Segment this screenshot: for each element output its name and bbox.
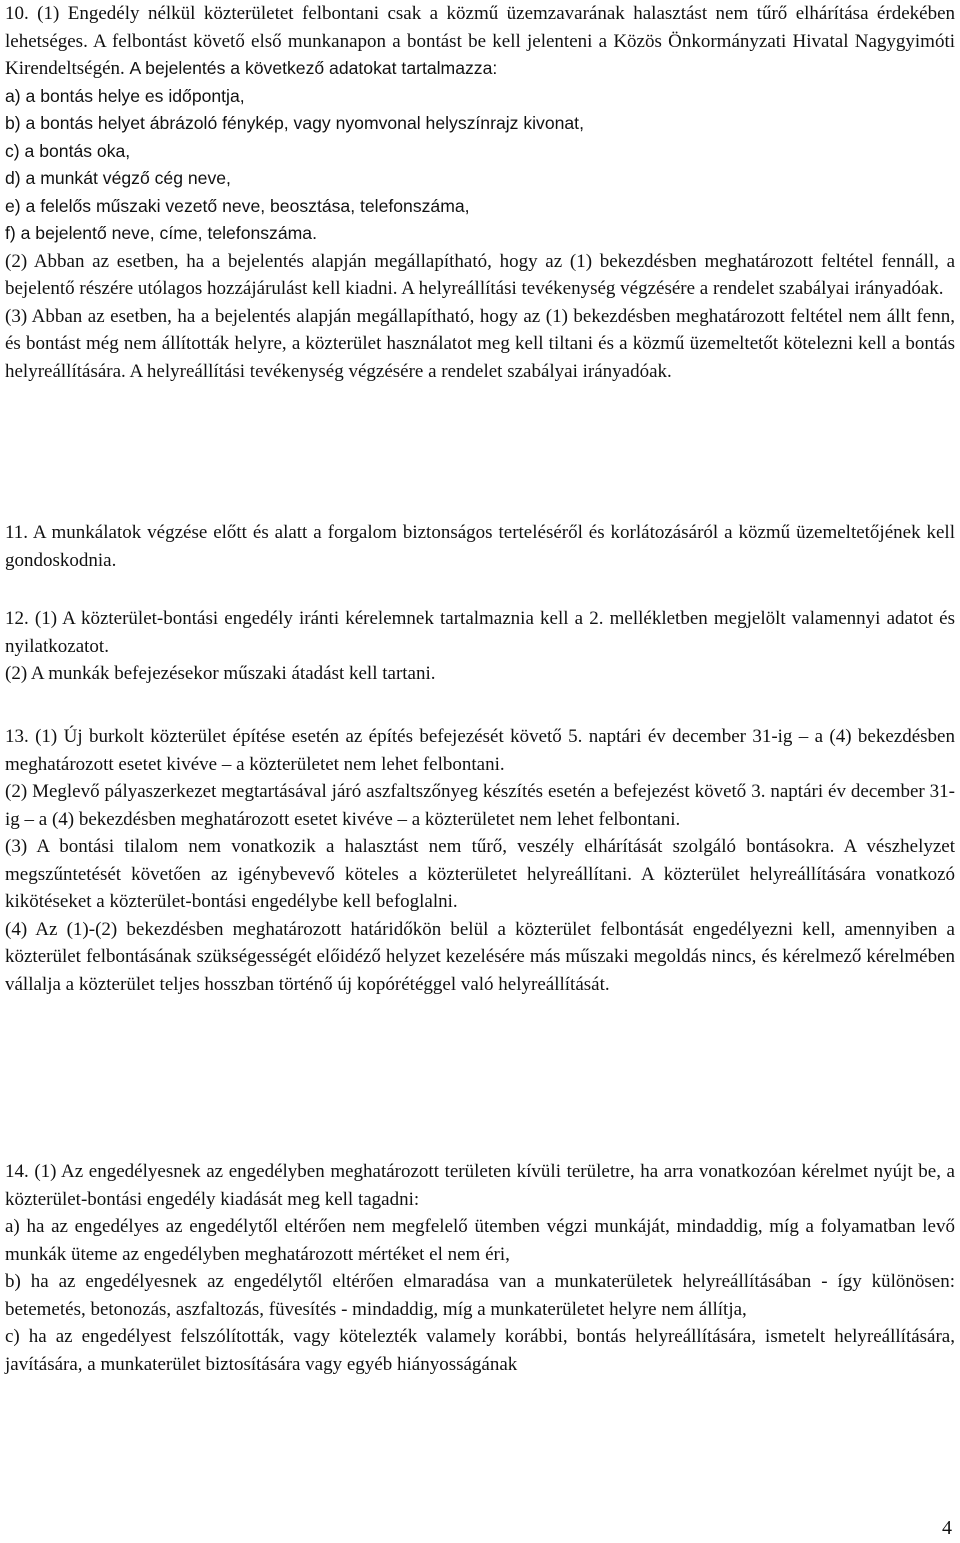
section-10-item-f: f) a bejelentő neve, címe, telefonszáma.	[5, 223, 317, 243]
section-10-item-d: d) a munkát végző cég neve,	[5, 168, 231, 188]
section-13-paragraph-1: 13. (1) Új burkolt közterület építése esetén az építés befejezését követő 5. naptári év december 31-ig – a (4) bekezdésben meghatározott esetet kivéve – a közterületet nem lehet felbontani.	[5, 726, 955, 775]
section-10-item-b: b) a bontás helyet ábrázoló fénykép, vagy nyomvonal helyszínrajz kivonat,	[5, 113, 584, 133]
section-14-item-b: b) ha az engedélyesnek az engedélytől eltérően elmaradása van a munkaterületek helyreállításában - így különösen: betemetés, betonozás, aszfaltozás, füvesítés - mindaddig, míg a munkaterületet helyre nem állítja,	[5, 1271, 955, 1320]
section-12	[5, 605, 955, 688]
section-11-paragraph-1: 11. A munkálatok végzése előtt és alatt a forgalom biztonságos terteléséről és korlátozásáról a közmű üzemeltetőjének kell gondoskodnia.	[5, 522, 955, 571]
section-10-intro-tail: A bejelentés a következő adatokat tartalmazza:	[129, 58, 498, 78]
section-10-item-c: c) a bontás oka,	[5, 140, 131, 161]
section-14-item-c: c) ha az engedélyest felszólították, vagy kötelezték valamely korábbi, bontás helyreállítására, ismetelt helyreállítására, javítására, a munkaterület biztosítására vagy egyéb hiányosságának	[5, 1326, 955, 1375]
section-10-intro-text: 10. (1) Engedély nélkül közterületet felbontani csak a közmű üzemzavarának halasztást nem tűrő elhárítása érdekében lehetséges. A felbontást követő első munkanapon a bontást be kell jelenteni a Közös Önkormányzati Hivatal Nagygyimóti Kirendeltségén.	[5, 3, 955, 79]
section-12-paragraph-1: 12. (1) A közterület-bontási engedély iránti kérelemnek tartalmaznia kell a 2. mellékletben megjelölt valamennyi adatot és nyilatkozatot.	[5, 608, 955, 657]
section-14	[5, 1158, 955, 1378]
section-13-paragraph-2: (2) Meglevő pályaszerkezet megtartásával járó aszfaltszőnyeg készítés esetén a befejezést követő 3. naptári év december 31-ig – a (4) bekezdésben meghatározott esetet kivéve – a közterületet nem lehet felbontani.	[5, 781, 955, 830]
section-13-paragraph-3: (3) A bontási tilalom nem vonatkozik a halasztást nem tűrő, veszély elhárítását szolgáló bontásokra. A vészhelyzet megszűntetését követően az igénybevevő köteles a közterületet helyreállítani. A közterület helyreállítására vonatkozó kikötéseket a közterület-bontási engedélybe kell befoglalni.	[5, 836, 955, 912]
section-10-item-a: a) a bontás helye es időpontja,	[5, 85, 245, 106]
section-14-paragraph-1: 14. (1) Az engedélyesnek az engedélyben meghatározott területen kívüli területre, ha arra vonatkozóan kérelmet nyújt be, a közterület-bontási engedély kiadását meg kell tagadni:	[5, 1161, 955, 1210]
section-10-paragraph-3: (3) Abban az esetben, ha a bejelentés alapján megállapítható, hogy az (1) bekezdésben meghatározott feltétel nem állt fenn, és bontást még nem állították helyre, a közterület használatot meg kell tiltani és a közmű üzemeltetőt kötelezni kell a bontás helyreállítására. A helyreállítási tevékenység végzésére a rendelet szabályai irányadóak.	[5, 305, 955, 382]
section-13	[5, 723, 955, 998]
page-number: 4	[942, 1517, 952, 1539]
section-10-paragraph-1	[5, 0, 955, 83]
section-11	[5, 519, 955, 574]
section-10	[5, 0, 955, 385]
section-13-paragraph-4: (4) Az (1)-(2) bekezdésben meghatározott határidőkön belül a közterület felbontását engedélyezni kell, amennyiben a közterület felbontásának szükségességét előidéző helyzet kezelésére más műszaki megoldás nincs, és kérelmező kérelmében vállalja a közterület teljes hosszban történő új kopórétéggel való helyreállítását.	[5, 918, 955, 995]
section-10-paragraph-2: (2) Abban az esetben, ha a bejelentés alapján megállapítható, hogy az (1) bekezdésben meghatározott feltétel fennáll, a bejelentő részére utólagos hozzájárulást kell kiadni. A helyreállítási tevékenység végzésére a rendelet szabályai irányadóak.	[5, 250, 955, 299]
section-14-item-a: a) ha az engedélyes az engedélytől eltérően nem megfelelő ütemben végzi munkáját, mindaddig, míg a folyamatban levő munkák üteme az engedélyben meghatározott mértéket el nem éri,	[5, 1216, 955, 1265]
section-10-item-e: e) a felelős műszaki vezető neve, beosztása, telefonszáma,	[5, 195, 470, 216]
section-12-paragraph-2: (2) A munkák befejezésekor műszaki átadást kell tartani.	[5, 663, 436, 684]
